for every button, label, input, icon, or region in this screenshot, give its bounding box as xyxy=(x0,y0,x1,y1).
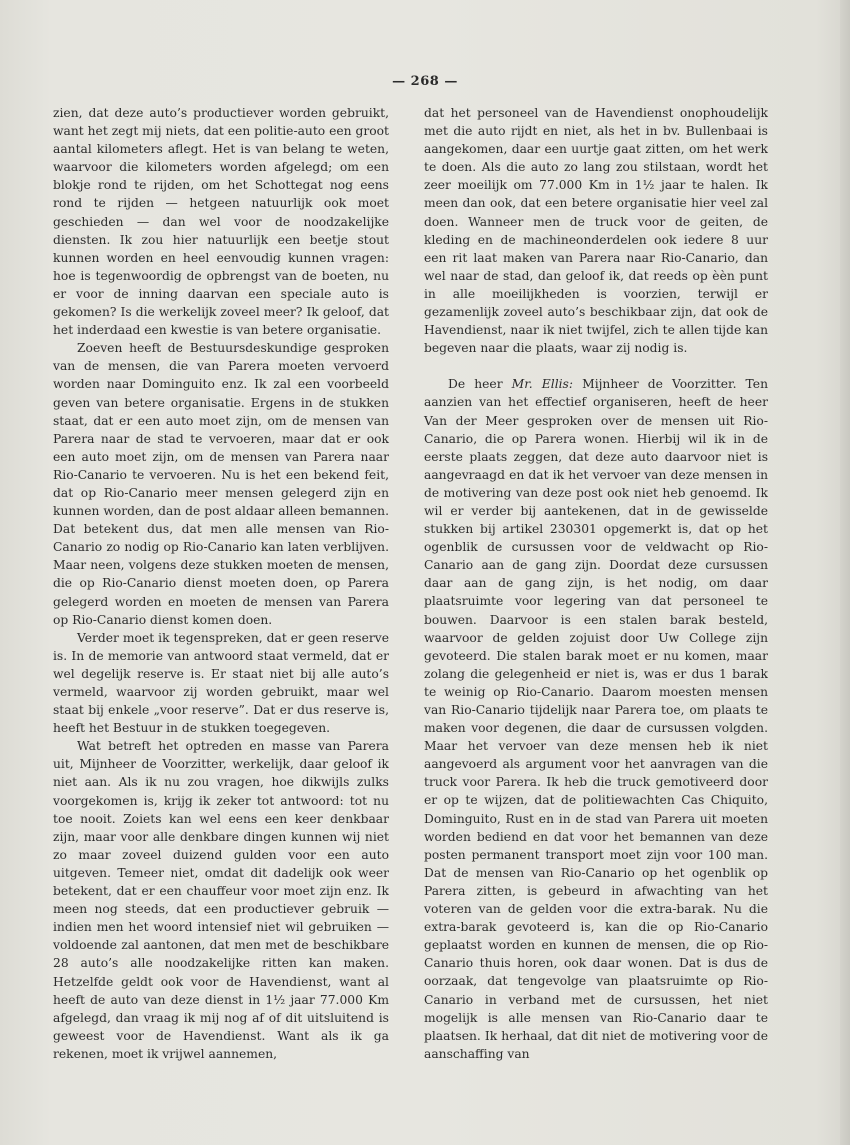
left-column xyxy=(53,104,389,1063)
paragraph: Zoeven heeft de Bestuursdeskundige gesproken van de mensen, die van Parera moeten vervoerd worden naar Dominguito enz. Ik zal een voorbeeld geven van betere organisatie. Ergens in de stukken staat, dat er een auto moet zijn, om de mensen van Parera naar de stad te vervoeren, maar dat er ook een auto moet zijn, om de mensen van Parera naar Rio-Canario te vervoeren. Nu is het een bekend feit, dat op Rio-Canario meer mensen gelegerd zijn en kunnen worden, dan de post aldaar alleen bemannen. Dat betekent dus, dat men alle mensen van Rio-Canario zo nodig op Rio-Canario kan laten verblijven. Maar neen, volgens deze stukken moeten de mensen, die op Rio-Canario dienst moeten doen, op Parera gelegerd worden en moeten de mensen van Parera op Rio-Canario dienst komen doen. xyxy=(53,341,389,627)
speaker-text: Mijnheer de Voorzitter. Ten aanzien van het effectief organiseren, heeft de heer Van der Meer gesproken over de mensen uit Rio-Canario, die op Parera wonen. Hierbij wil ik in de eerste plaats zeggen, dat deze auto daarvoor niet is aangevraagd en dat ik het vervoer van deze mensen in de motivering van deze post ook niet heb genoemd. Ik wil er verder bij aantekenen, dat in de gewisselde stukken bij artikel 230301 opgemerkt is, dat op het ogenblik de cursussen voor de veldwacht op Rio-Canario aan de gang zijn. Doordat deze cursussen daar aan de gang zijn, is het nodig, om daar plaatsruimte voor legering van dat personeel te bouwen. Daarvoor is een stalen barak besteld, waarvoor de gelden zojuist door Uw College zijn gevoteerd. Die stalen barak moet er nu komen, maar zolang die gelegenheid er niet is, was er dus 1 barak te weinig op Rio-Canario. Daarom moesten mensen van Rio-Canario tijdelijk naar Parera toe, om plaats te maken voor degenen, die daar de cursussen volgden. Maar het vervoer van deze mensen heb ik niet aangevoerd als argument voor het aanvragen van die truck voor Parera. Ik heb die truck gemotiveerd door er op te wijzen, dat de politiewachten Cas Chiquito, Dominguito, Rust en in de stad van Parera uit moeten worden bediend en dat voor het bemannen van deze posten permanent transport moet zijn voor 100 man. Dat de mensen van Rio-Canario op het ogenblik op Parera zitten, is gebeurd in afwachting van het voteren van de gelden voor die extra-barak. Nu die extra-barak gevoteerd is, kan die op Rio-Canario geplaatst worden en kunnen de mensen, die op Rio-Canario thuis horen, ook daar wonen. Dat is dus de oorzaak, dat tengevolge van plaatsruimte op Rio-Canario in verband met de cursussen, het niet mogelijk is alle mensen van Rio-Canario daar te plaatsen. Ik herhaal, dat dit niet de motivering voor de aanschaffing van xyxy=(424,377,769,1061)
paragraph: dat het personeel van de Havendienst onophoudelijk met die auto rijdt en niet, als het in bv. Bullenbaai is aangekomen, daar een uurtje gaat zitten, om het werk te doen. Als die auto zo lang zou stilstaan, wordt het zeer moeilijk om 77.000 Km in 1½ jaar te halen. Ik meen dan ook, dat een betere organisatie hier veel zal doen. Wanneer men de truck voor de geiten, de kleding en de machineonderdelen ook iedere 8 uur een rit laat maken van Parera naar Rio-Canario, dan wel naar de stad, dan geloof ik, dat reeds op èèn punt in alle moeilijkheden is voorzien, terwijl er gezamenlijk zoveel auto’s beschikbaar zijn, dat ook de Havendienst, naar ik niet twijfel, zich te allen tijde kan begeven naar die plaats, waar zij nodig is. xyxy=(424,106,768,356)
right-column xyxy=(424,104,768,1063)
page-edge xyxy=(840,0,850,1145)
speaker-prefix: De heer xyxy=(448,377,512,392)
speaker-name: Mr. Ellis: xyxy=(511,377,574,392)
speaker-paragraph xyxy=(424,375,768,1063)
paragraph: Verder moet ik tegenspreken, dat er geen reserve is. In de memorie van antwoord staat vermeld, dat er wel degelijk reserve is. Er staat niet bij alle auto’s vermeld, waarvoor zij worden gebruikt, maar wel staat bij enkele „voor reserve”. Dat er dus reserve is, heeft het Bestuur in de stukken toegegeven. xyxy=(53,630,389,736)
paragraph: Wat betreft het optreden en masse van Parera uit, Mijnheer de Voorzitter, werkelijk, daar geloof ik niet aan. Als ik nu zou vragen, hoe dikwijls zulks voorgekomen is, krijg ik zeker tot antwoord: tot nu toe nooit. Zoiets kan wel eens een keer denkbaar zijn, maar voor alle denkbare dingen kunnen wij niet zo maar zoveel duizend gulden voor een auto uitgeven. Temeer niet, omdat dit dadelijk ook weer betekent, dat er een chauffeur voor moet zijn enz. Ik meen nog steeds, dat een productiever gebruik — indien men het woord intensief niet wil gebruiken — voldoende zal aantonen, dat men met de beschikbare 28 auto’s alle noodzakelijke ritten kan maken. Hetzelfde geldt ook voor de Havendienst, want al heeft de auto van deze dienst in 1½ jaar 77.000 Km afgelegd, dan vraag ik mij nog af of dit uitsluitend is geweest voor de Havendienst. Want als ik ga rekenen, moet ik vrijwel aannemen, xyxy=(53,739,389,1061)
page-number: — 268 — xyxy=(392,74,458,89)
paragraph: zien, dat deze auto’s productiever worden gebruikt, want het zegt mij niets, dat een politie-auto een groot aantal kilometers aflegt. Het is van belang te weten, waarvoor die kilometers worden afgelegd; om een blokje rond te rijden, om het Schottegat nog eens rond te rijden — hetgeen natuurlijk ook moet geschieden — dan wel voor de noodzakelijke diensten. Ik zou hier natuurlijk een beetje stout kunnen worden en heel eenvoudig kunnen vragen: hoe is tegenwoordig de opbrengst van de boeten, nu er voor de inning daarvan een speciale auto is gekomen? Is die werkelijk zoveel meer? Ik geloof, dat het inderdaad een kwestie is van betere organisatie. xyxy=(53,106,389,338)
paragraph-gap xyxy=(424,357,768,375)
